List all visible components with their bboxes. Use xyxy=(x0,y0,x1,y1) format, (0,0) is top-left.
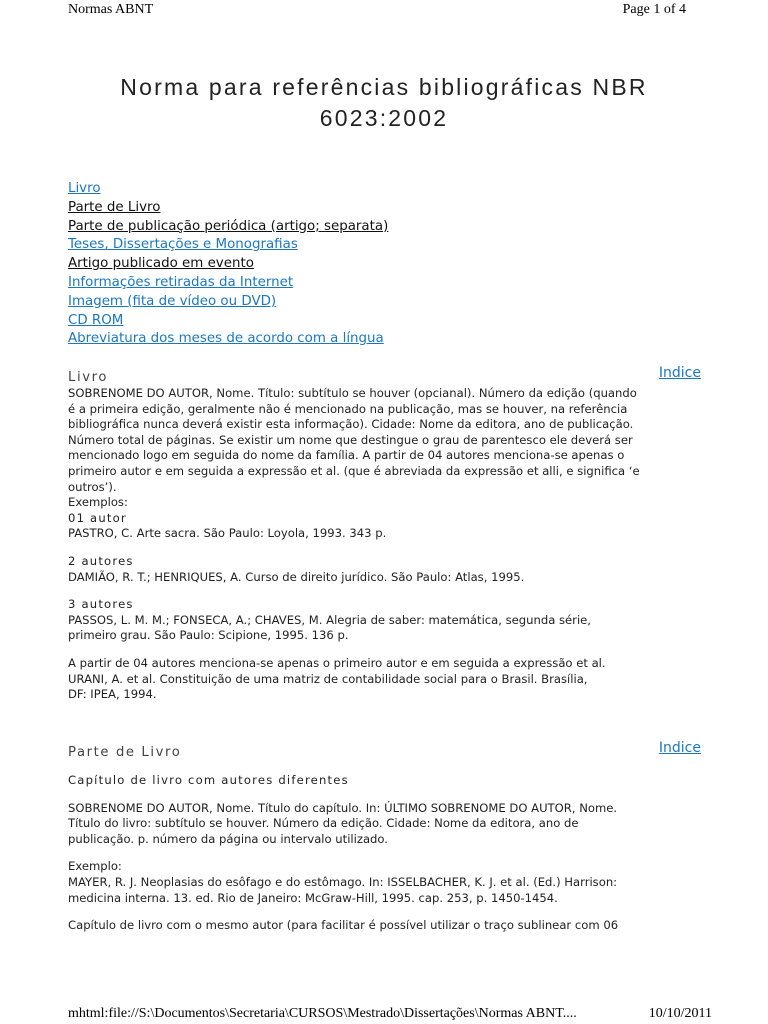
indice-link-livro[interactable]: Indice xyxy=(658,365,701,381)
parte-subtitle: Capítulo de livro com autores diferentes xyxy=(68,773,349,787)
livro-intro-line: primeiro autor e em seguida a expressão et al. (que é abreviada da expressão et alli, e significa ‘e xyxy=(68,463,640,478)
page-title-line-1: Norma para referências bibliográficas NBR xyxy=(120,74,648,100)
parte-example-label: Exemplo: xyxy=(68,859,122,874)
livro-intro-line: é a primeira edição, geralmente não é mencionado na publicação, mas se houver, na referência xyxy=(68,401,628,416)
parte-format-line: SOBRENOME DO AUTOR, Nome. Título do capítulo. In: ÚLTIMO SOBRENOME DO AUTOR, Nome. xyxy=(68,800,618,815)
example-2-label: 2 autores xyxy=(68,553,134,568)
parte-format-line: publicação. p. número da página ou intervalo utilizado. xyxy=(68,831,388,846)
livro-intro-line: Número total de páginas. Se existir um nome que destingue o grau de parentesco ele deverá ser xyxy=(68,432,633,447)
parte-format-line: Título do livro: subtítulo se houver. Número da edição. Cidade: Nome da editora, ano de xyxy=(68,816,579,831)
section-parte-de-livro xyxy=(68,741,701,934)
parte-example-line: medicina interna. 13. ed. Rio de Janeiro: McGraw-Hill, 1995. cap. 253, p. 1450-1454. xyxy=(68,890,558,905)
section-title-livro: Livro xyxy=(68,370,109,385)
toc-link-artigo-evento[interactable]: Artigo publicado em evento xyxy=(68,256,254,272)
example-3-label: 3 autores xyxy=(68,597,134,612)
example-2-text: DAMIÃO, R. T.; HENRIQUES, A. Curso de direito jurídico. São Paulo: Atlas, 1995. xyxy=(68,569,525,584)
header-left-title: Normas ABNT xyxy=(68,2,154,17)
footer-file-path: mhtml:file://S:\Documentos\Secretaria\CURSOS\Mestrado\Dissertações\Normas ABNT.... xyxy=(68,1006,577,1021)
example-1-label: 01 autor xyxy=(68,510,127,525)
toc-link-livro[interactable]: Livro xyxy=(68,181,101,196)
example-3-line: primeiro grau. São Paulo: Scipione, 1995. 136 p. xyxy=(68,628,349,643)
toc-link-imagem[interactable]: Imagem (fita de vídeo ou DVD) xyxy=(68,293,277,309)
example-3-line: PASSOS, L. M. M.; FONSECA, A.; CHAVES, M. Alegria de saber: matemática, segunda série, xyxy=(68,612,591,627)
example-1-text: PASTRO, C. Arte sacra. São Paulo: Loyola, 1993. 343 p. xyxy=(68,526,387,541)
toc-link-teses[interactable]: Teses, Dissertações e Monografias xyxy=(68,237,298,253)
livro-intro-line: SOBRENOME DO AUTOR, Nome. Título: subtítulo se houver (opcianal). Número da edição (quando xyxy=(68,386,637,400)
livro-intro-line: outros’). xyxy=(68,479,117,494)
section-title-parte-de-livro: Parte de Livro xyxy=(68,745,182,760)
toc-link-parte-de-publicacao[interactable]: Parte de publicação periódica (artigo; separata) xyxy=(68,218,389,234)
example-4-line: A partir de 04 autores menciona-se apenas o primeiro autor e em seguida a expressão et al. xyxy=(68,655,606,670)
section-livro xyxy=(68,366,701,703)
example-4-line: DF: IPEA, 1994. xyxy=(68,687,157,702)
toc-link-cd-rom[interactable]: CD ROM xyxy=(68,312,124,328)
toc-link-abreviatura-meses[interactable]: Abreviatura dos meses de acordo com a língua xyxy=(68,331,384,347)
toc-link-internet[interactable]: Informações retiradas da Internet xyxy=(68,274,294,290)
livro-intro-line: mencionado logo em seguida do nome da família. A partir de 04 autores menciona-se apenas o xyxy=(68,448,625,463)
page-title xyxy=(68,72,700,134)
livro-intro-line: bibliográfica nunca deverá existir esta informação). Cidade: Nome da editora, ano de publicação. xyxy=(68,417,634,432)
toc-link-parte-de-livro[interactable]: Parte de Livro xyxy=(68,199,161,215)
example-4-line: URANI, A. et al. Constituição de uma matriz de contabilidade social para o Brasil. Brasília, xyxy=(68,671,588,686)
parte-example-line: MAYER, R. J. Neoplasias do esôfago e do estômago. In: ISSELBACHER, K. J. et al. (Ed.) Harrison: xyxy=(68,874,618,889)
page-title-line-2: 6023:2002 xyxy=(319,105,449,131)
page-counter: Page 1 of 4 xyxy=(622,2,686,17)
table-of-contents xyxy=(68,180,708,349)
indice-link-parte-de-livro[interactable]: Indice xyxy=(658,740,701,756)
parte-last-line: Capítulo de livro com o mesmo autor (para facilitar é possível utilizar o traço sublinear com 06 xyxy=(68,918,619,933)
footer-date: 10/10/2011 xyxy=(648,1006,712,1021)
examples-label: Exemplos: xyxy=(68,495,128,510)
